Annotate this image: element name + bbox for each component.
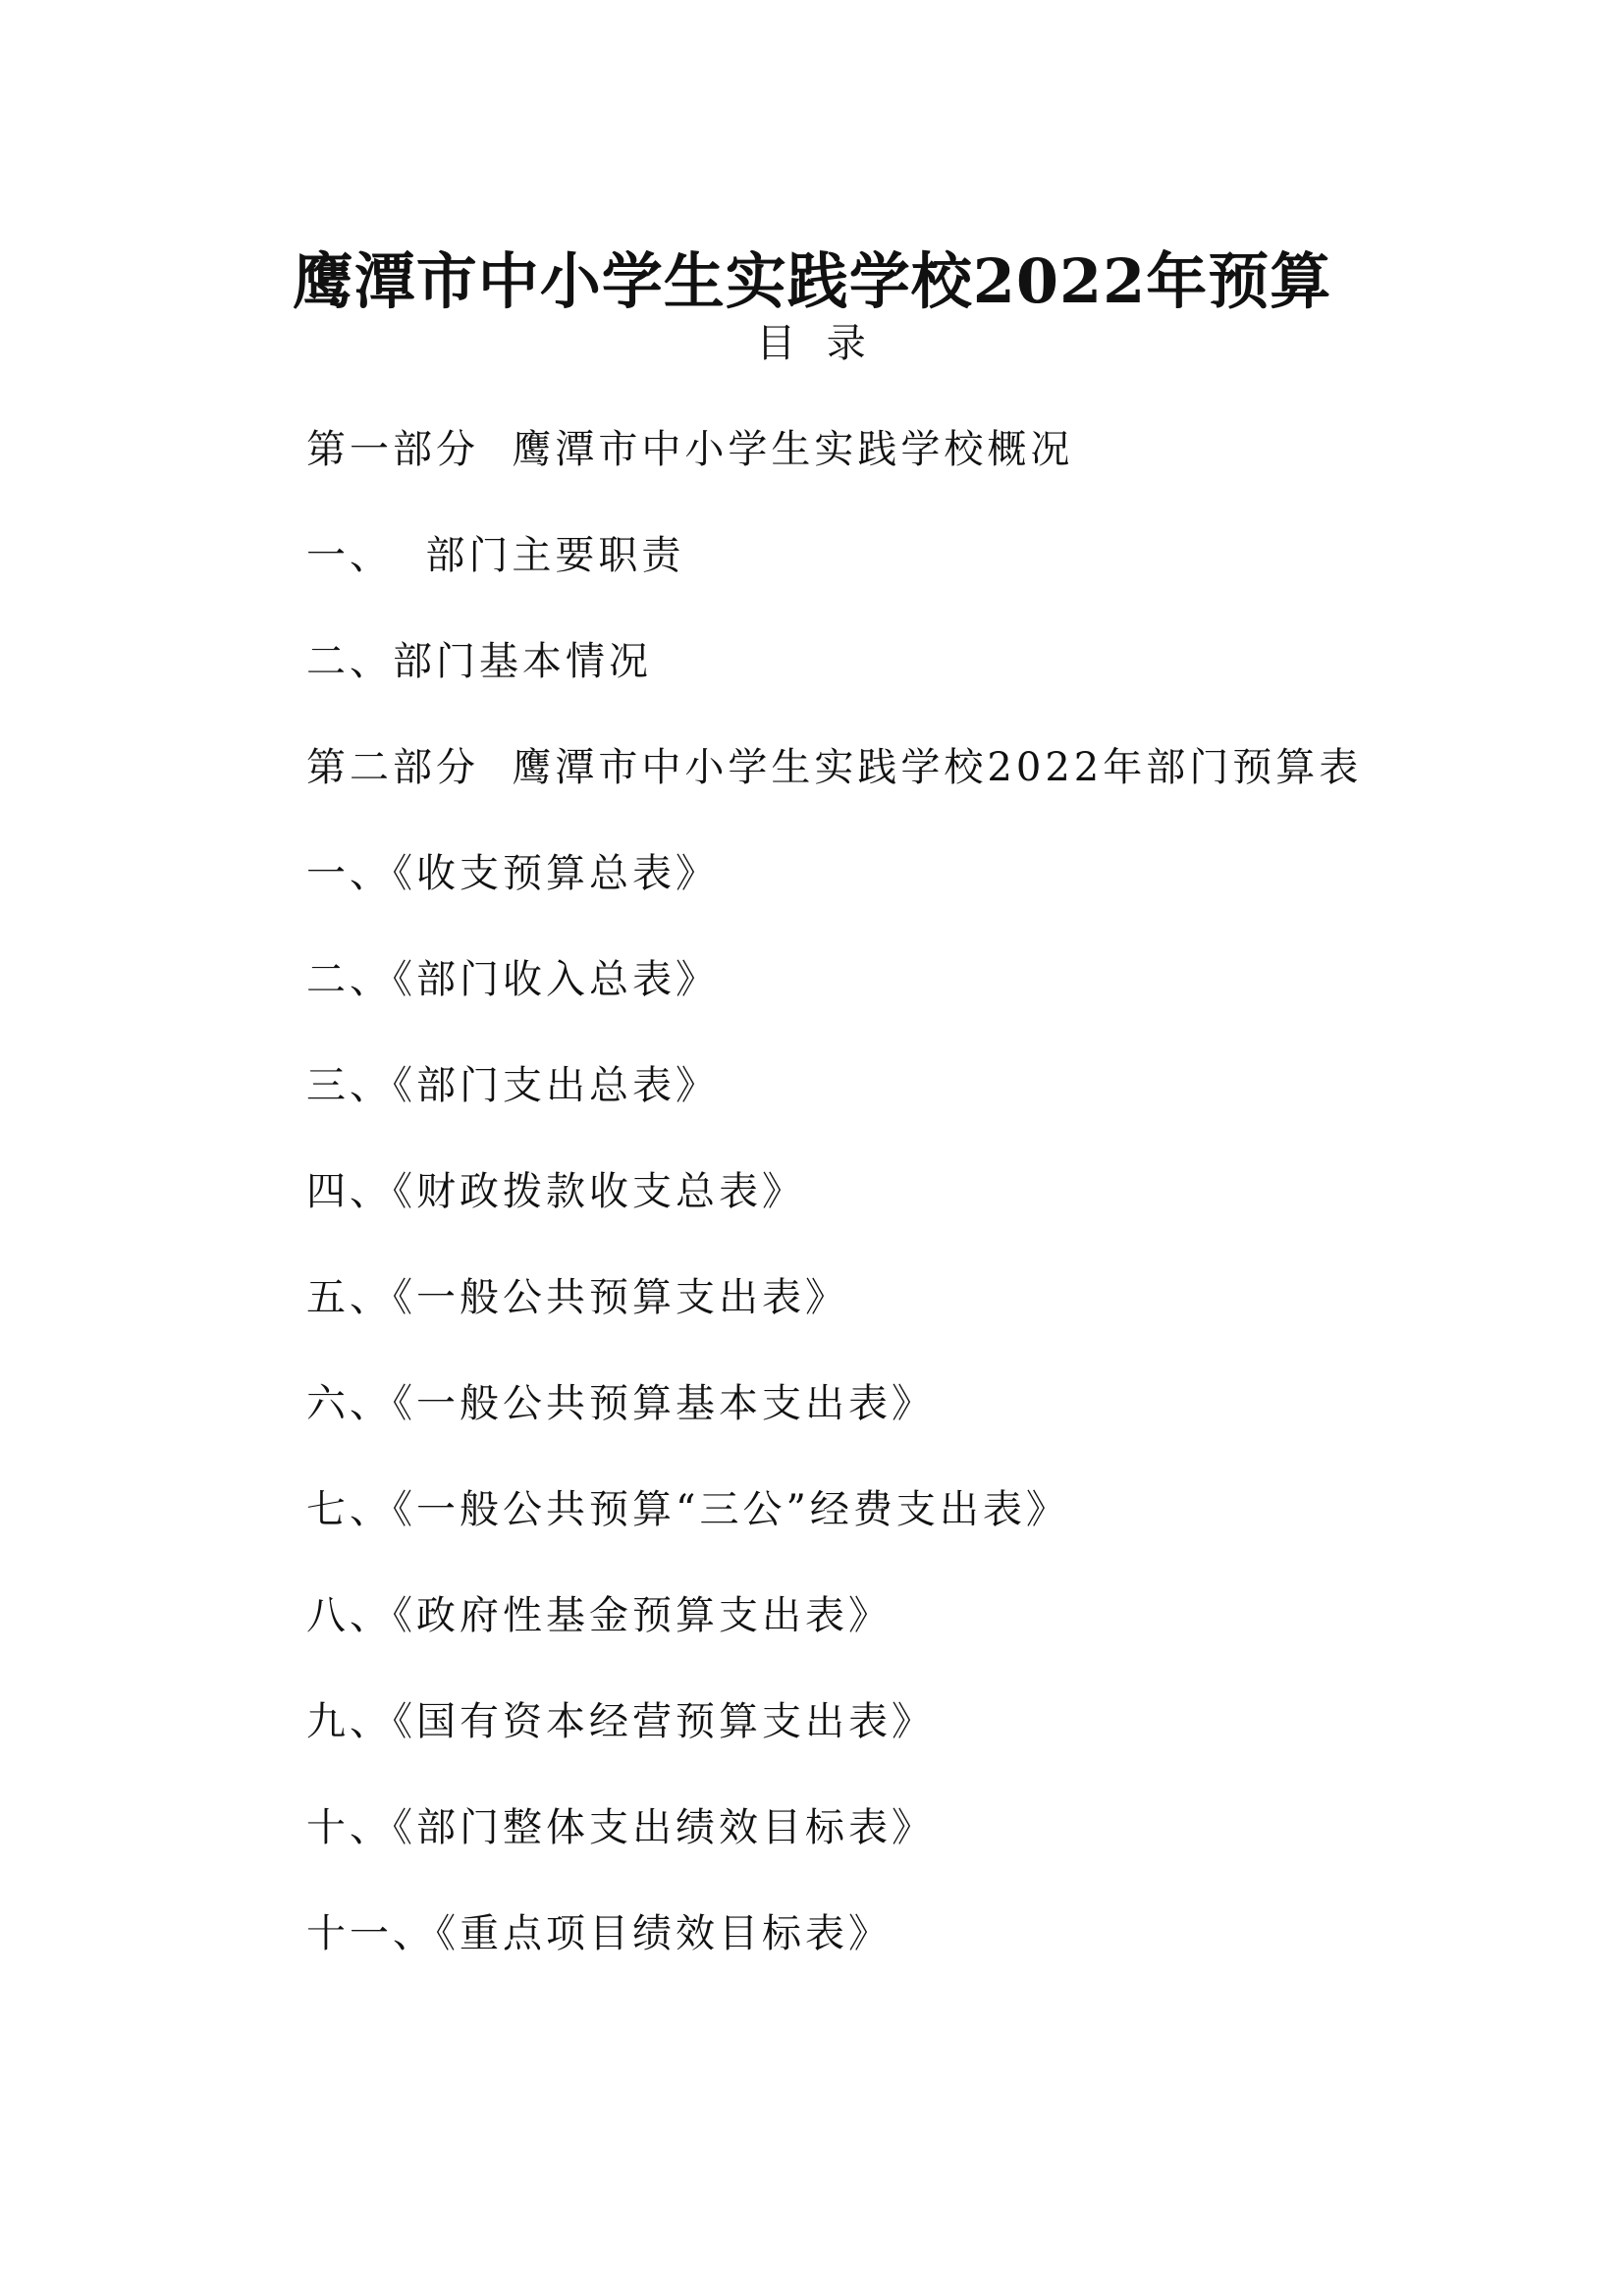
toc-part-1: 第一部分 鹰潭市中小学生实践学校概况	[306, 427, 1074, 472]
toc-item-general-public-basic: 六、《一般公共预算基本支出表》	[306, 1381, 935, 1426]
toc-item-general-public-budget: 五、《一般公共预算支出表》	[306, 1275, 848, 1320]
toc-item-government-fund: 八、《政府性基金预算支出表》	[306, 1593, 892, 1638]
toc-heading: 目 录	[756, 321, 868, 366]
toc-item-basic-info: 二、部门基本情况	[306, 639, 652, 684]
toc-item-three-public-expenses: 七、《一般公共预算“三公”经费支出表》	[306, 1487, 1069, 1532]
toc-item-performance-goals: 十、《部门整体支出绩效目标表》	[306, 1805, 935, 1850]
toc-item-key-project-goals: 十一、《重点项目绩效目标表》	[306, 1911, 892, 1956]
toc-item-income-summary: 二、《部门收入总表》	[306, 957, 719, 1002]
toc-item-state-capital: 九、《国有资本经营预算支出表》	[306, 1699, 935, 1744]
toc-item-main-duties: 一、 部门主要职责	[306, 533, 685, 578]
page-title: 鹰潭市中小学生实践学校2022年预算	[292, 244, 1332, 317]
toc-item-expenditure-summary: 三、《部门支出总表》	[306, 1063, 719, 1108]
table-of-contents	[306, 422, 1543, 2012]
toc-item-budget-summary: 一、《收支预算总表》	[306, 851, 719, 896]
toc-item-fiscal-appropriation: 四、《财政拨款收支总表》	[306, 1169, 805, 1214]
toc-part-2: 第二部分 鹰潭市中小学生实践学校2022年部门预算表	[306, 745, 1363, 790]
